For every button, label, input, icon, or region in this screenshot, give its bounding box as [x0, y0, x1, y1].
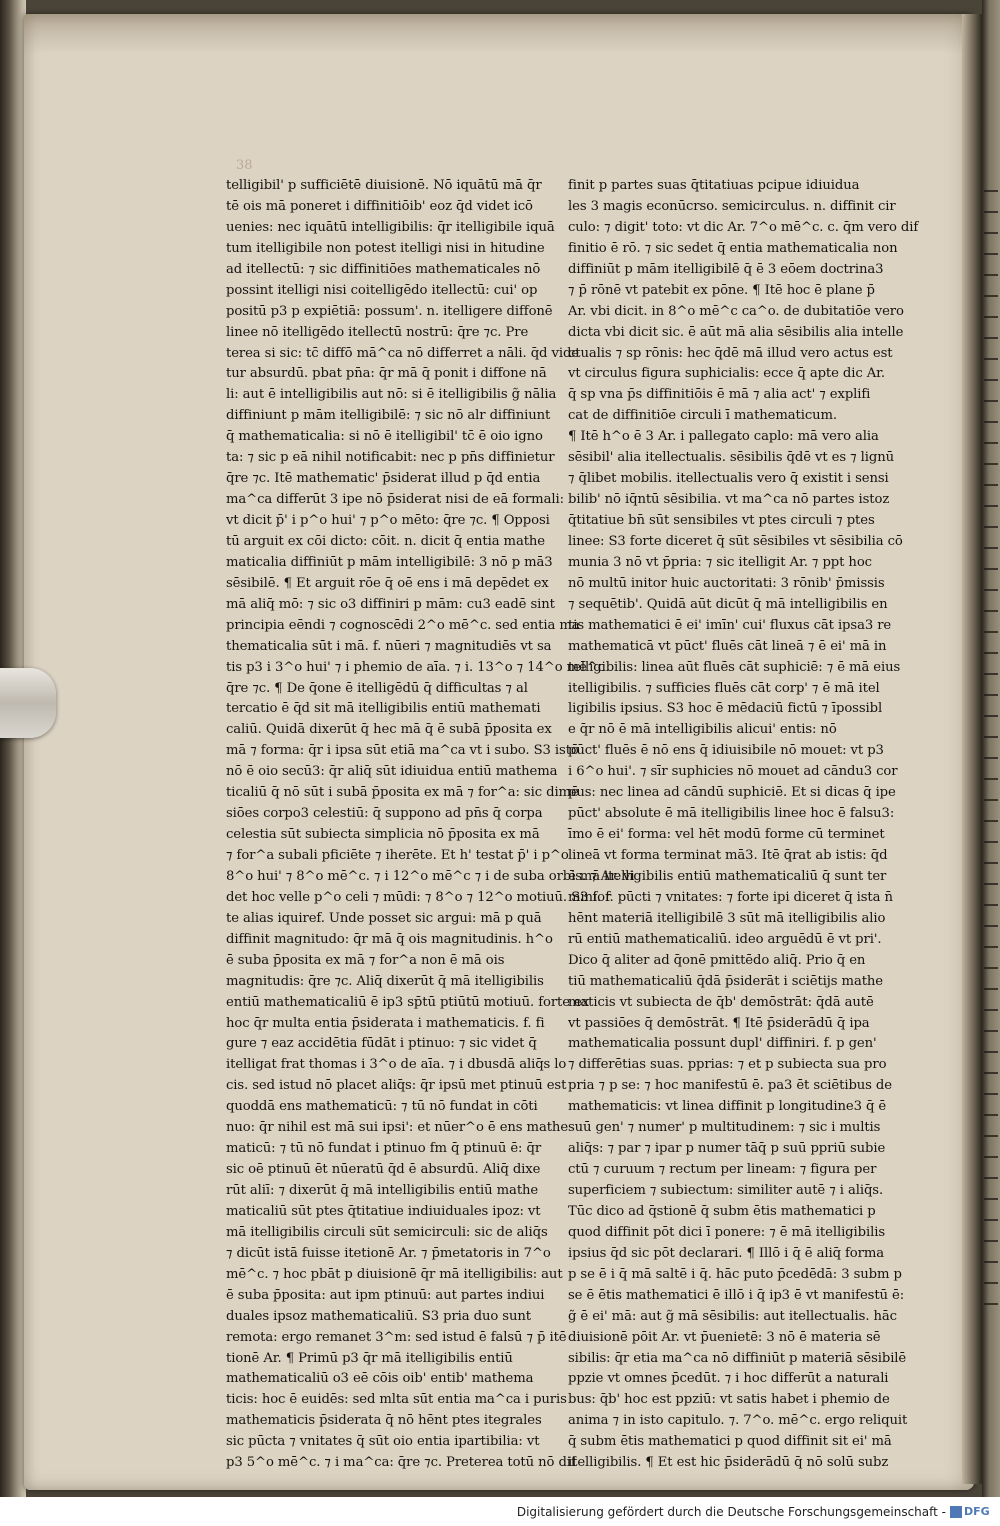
facing-page-text-fragment [984, 904, 998, 906]
facing-page-text-fragment [984, 1072, 998, 1074]
text-line: nō multū initor huic auctoritati: 3 rōnib' p̄missis [568, 575, 885, 591]
text-line: q̄ subm ētis mathematici p quod diffinit sit ei' mā [568, 1434, 892, 1450]
text-line: sēsibil' alia itellectualis. sēsibilis q̄dē vt es ⁊ lignū [568, 450, 895, 466]
facing-page-text-fragment [984, 841, 998, 843]
facing-page-text-fragment [984, 988, 998, 990]
facing-page-text-fragment [984, 715, 998, 717]
text-line: p se ē i q̄ mā saltē i q̄. hāc puto p̄cedēdā: 3 subm p [568, 1266, 902, 1282]
text-line: tū arguit ex cōi dicto: cōit. n. dicit q̄ entia mathe [226, 533, 546, 549]
facing-page-text-fragment [984, 379, 998, 381]
text-line: ticis: hoc ē euidēs: sed mlta sūt entia ma^ca i puris [226, 1392, 567, 1408]
facing-page-text-fragment [984, 757, 998, 759]
facing-page-text-fragment [984, 1051, 998, 1053]
text-line: telligibil' p sufficiētē diuisionē. Nō iquātū mā q̄r [226, 178, 542, 193]
text-line: celestia sūt subiecta simplicia nō p̄posita ex mā [226, 827, 540, 843]
text-line: anima ⁊ in isto capitulo. ⁊. 7^o. mē^c. ergo reliquit [568, 1413, 908, 1429]
text-line: ctū ⁊ curuum ⁊ rectum per lineam: ⁊ figura per [568, 1162, 877, 1178]
footer-bar [0, 1497, 1000, 1526]
text-line: sibilis: q̄r etia ma^ca nō diffiniūt p materiā sēsibilē [568, 1350, 907, 1366]
text-line: ctualis ⁊ sp rōnis: hec q̄dē mā illud vero actus est [568, 345, 893, 361]
text-line: te alias iquiref. Unde posset sic argui: mā p quā [226, 910, 542, 926]
text-line: mini. f. pūcti ⁊ vnitates: ⁊ forte ipi diceret q̄ ista n̄ [568, 889, 893, 905]
text-line: tiū mathematicaliū q̄dā p̄siderāt i sciētijs mathe [568, 973, 884, 989]
text-line: les 3 magis econūcrso. semicirculus. n. diffinit cir [568, 198, 896, 214]
text-line: p3 5^o mē^c. ⁊ i ma^ca: q̄re ⁊c. Preterea totū nō dif [226, 1455, 576, 1471]
text-line: tum itelligibile non potest itelligi nisi in hitudine [226, 240, 545, 256]
text-line: maticū: ⁊ tū nō fundat i ptinuo fm q̄ ptinuū ē: q̄r [226, 1141, 542, 1157]
text-line: magnitudis: q̄re ⁊c. Aliq̄ dixerūt q̄ mā itelligibilis [226, 973, 544, 989]
text-line: cat de diffinitiōe circuli ī mathematicum. [568, 408, 838, 424]
text-line: sēsibilē. ¶ Et arguit rōe q̄ oē ens i mā depēdet ex [226, 575, 549, 591]
text-line: finitio ē rō. ⁊ sic sedet q̄ entia mathematicalia non [568, 240, 898, 256]
text-line: ppzie vt omnes p̄cedūt. ⁊ i hoc differūt a naturali [568, 1371, 889, 1387]
book-gutter [962, 14, 982, 1484]
text-line: ad itellectū: ⁊ sic diffinitiōes mathematicales nō [226, 261, 541, 277]
text-line: ¶ Itē h^o ē 3 Ar. i pallegato caplo: mā vero alia [568, 429, 879, 445]
text-line: hoc q̄r multa entia p̄siderata i mathematicis. f. fi [226, 1015, 545, 1031]
text-line: pūct' absolute ē mā itelligibilis linee hoc ē falsu3: [568, 806, 895, 822]
text-line: gure ⁊ eaz accidētia fūdāt i ptinuo: ⁊ sic videt q̄ [226, 1036, 537, 1052]
text-line: det hoc velle p^o celi ⁊ mūdi: ⁊ 8^o ⁊ 12^o motiuū. S3 for [226, 889, 612, 905]
text-line: mathematicaliū o3 eē cōis oib' entib' mathema [226, 1371, 534, 1387]
text-line: sic oē ptinuū ēt nūeratū q̄d ē absurdū. Aliq̄ dixe [226, 1162, 541, 1178]
text-line: q̄ mathematicalia: si nō ē itelligibil' tc̄ ē oio igno [226, 429, 543, 445]
page-stack-edge [0, 0, 26, 1497]
facing-page-text-fragment [984, 232, 998, 234]
dfg-logo-icon [950, 1506, 962, 1518]
text-line: vt passiōes q̄ demōstrāt. ¶ Itē p̄siderādū q̄ ipa [568, 1015, 870, 1031]
text-line: Dico q̄ aliter ad q̄onē pmittēdo aliq̄. Prio q̄ en [568, 952, 866, 968]
clip-holder [0, 668, 56, 738]
text-line: mathematicis p̄siderata q̄ nō hēnt ptes itegrales [226, 1413, 542, 1429]
facing-page-text-fragment [984, 799, 998, 801]
text-line: mathematicis: vt linea diffinit p longitudine3 q̄ ē [568, 1099, 887, 1115]
text-line: ē suba p̄posita: aut ipm ptinuū: aut partes indiui [226, 1287, 545, 1303]
text-line: suū gen' ⁊ numer' p multitudinem: ⁊ sic i multis [568, 1120, 881, 1136]
facing-page-edge [982, 0, 1000, 1497]
text-line: mā ⁊ forma: q̄r i ipsa sūt etiā ma^ca vt i subo. S3 istō [226, 743, 579, 759]
text-line: mē^c. ⁊ hoc pbāt p diuisionē q̄r mā itelligibilis: aut [226, 1266, 563, 1282]
dfg-logo-text: DFG [964, 1505, 990, 1518]
page-top-shadow [24, 14, 974, 54]
facing-page-text-fragment [984, 1093, 998, 1095]
text-line: remota: ergo remanet 3^m: sed istud ē falsū ⁊ p̄ itē [226, 1329, 567, 1345]
text-line: quoddā ens mathematicū: ⁊ tū nō fundat in cōti [226, 1099, 538, 1115]
text-line: maticis vt subiecta de q̄b' demōstrāt: q̄dā autē [568, 994, 874, 1010]
facing-page-text-fragment [984, 736, 998, 738]
text-line: tis mathematici ē ei' imīn' cui' fluxus cāt ipsa3 re [568, 617, 892, 633]
text-column-left [226, 176, 635, 1474]
text-line: nuo: q̄r nihil est mā sui ipsi': et nūer^o ē ens mathe [226, 1120, 569, 1136]
text-line: telligibilis: linea aūt fluēs cāt suphiciē: ⁊ ē mā eius [568, 659, 901, 675]
text-line: tionē Ar. ¶ Primū p3 q̄r mā itelligibilis entiū [226, 1350, 513, 1366]
facing-page-text-fragment [984, 1114, 998, 1116]
text-line: culo: ⁊ digit' toto: vt dic Ar. 7^o mē^c. c. q̄m vero dif [568, 219, 919, 235]
facing-page-text-fragment [984, 484, 998, 486]
facing-page-text-fragment [984, 295, 998, 297]
facing-page-text-fragment [984, 631, 998, 633]
facing-page-text-fragment [984, 1303, 998, 1305]
facing-page-text-fragment [984, 1261, 998, 1263]
facing-page-text-fragment [984, 190, 998, 192]
facing-page-text-fragment [984, 1282, 998, 1284]
facing-page-text-fragment [984, 652, 998, 654]
facing-page-text-fragment [984, 358, 998, 360]
facing-page-text-fragment [984, 694, 998, 696]
facing-page-text-fragment [984, 946, 998, 948]
facing-page-text-fragment [984, 1177, 998, 1179]
facing-page-text-fragment [984, 274, 998, 276]
facing-page-text-fragment [984, 337, 998, 339]
text-line: tis p3 i 3^o hui' ⁊ i phemio de aīa. ⁊ i. 13^o ⁊ 14^o mē^c [226, 659, 605, 675]
facing-page-text-fragment [984, 421, 998, 423]
text-line: ligibilis ipsius. S3 hoc ē mēdaciū fictū ⁊ īpossibl [568, 701, 883, 717]
text-line: Ar. vbi dicit. in 8^o mē^c ca^o. de dubitatiōe vero [568, 303, 904, 319]
text-line: finit p partes suas q̄titatiuas pcipue idiuidua [568, 178, 860, 193]
text-line: uenies: nec iquātū intelligibilis: q̄r itelligibile iquā [226, 219, 555, 235]
text-line: nō ē oio secū3: q̄r aliq̄ sūt idiuidua entiū mathema [226, 764, 558, 780]
facing-page-text-fragment [984, 1030, 998, 1032]
facing-page-text-fragment [984, 400, 998, 402]
facing-page-text-fragment [984, 463, 998, 465]
text-line: rū entiū mathematicaliū. ideo arguēdū ē vt pri'. [568, 931, 882, 947]
facing-page-text-fragment [984, 253, 998, 255]
text-line: siōes corpo3 celestiū: q̄ suppono ad pn̄s q̄ corpa [226, 806, 543, 822]
facing-page-text-fragment [984, 589, 998, 591]
text-line: ⁊ p̄ rōnē vt patebit ex pōne. ¶ Itē hoc ē plane p̄ [568, 282, 875, 298]
funding-credit: Digitalisierung gefördert durch die Deutsche Forschungsgemeinschaft - [516, 1505, 946, 1519]
text-line: pus: nec linea ad cāndū suphiciē. Et si dicas q̄ ipe [568, 785, 896, 801]
facing-page-text-fragment [984, 862, 998, 864]
text-line: 8^o hui' ⁊ 8^o mē^c. ⁊ i 12^o mē^c ⁊ i de suba orbis. ⁊ Ar. vi [226, 868, 635, 884]
facing-page-text-fragment [984, 526, 998, 528]
text-line: bus: q̄b' hoc est ppziū: vt satis habet i phemio de [568, 1392, 890, 1408]
text-line: vt circulus figura suphicialis: ecce q̄ apte dic Ar. [568, 366, 886, 382]
text-line: i 6^o hui'. ⁊ sīr suphicies nō mouet ad cāndu3 cor [568, 764, 898, 780]
text-line: ticaliū q̄ nō sūt i subā p̄posita ex mā ⁊ for^a: sic dimē [226, 785, 579, 801]
text-column-right [568, 176, 919, 1474]
text-line: superficiem ⁊ subiectum: similiter autē ⁊ i aliq̄s. [568, 1183, 884, 1198]
text-line: vt dicit p̄' i p^o hui' ⁊ p^o mēto: q̄re ⁊c. ¶ Opposi [226, 513, 550, 528]
text-line: rūt aliī: ⁊ dixerūt q̄ mā intelligibilis entiū mathe [226, 1183, 539, 1198]
text-line: ipsius q̄d sic pōt declarari. ¶ Illō i q̄ ē aliq̄ forma [568, 1245, 885, 1261]
text-line: linee nō itelligēdo itellectū nostrū: q̄re ⁊c. Pre [226, 324, 529, 340]
text-line: maticalia diffiniūt p mām intelligibilē: 3 nō p mā3 [226, 554, 553, 570]
text-line: ⁊ sequētib'. Quidā aūt dicūt q̄ mā intelligibilis en [568, 596, 888, 612]
facing-page-text-fragment [984, 442, 998, 444]
text-line: ⁊ q̄libet mobilis. itellectualis vero q̄ existit i sensi [568, 471, 889, 487]
text-line: tē ois mā poneret i diffinitiōib' eoz q̄d videt icō [226, 198, 533, 214]
text-line: pria ⁊ p se: ⁊ hoc manifestū ē. pa3 ēt sciētibus de [568, 1078, 892, 1094]
text-line: g̃ ē ei' mā: aut g̃ mā sēsibilis: aut itellectualis. hāc [568, 1308, 897, 1324]
text-line: ē mā itelligibilis entiū mathematicaliū q̄ sunt ter [568, 868, 887, 884]
facing-page-text-fragment [984, 547, 998, 549]
facing-page-text-fragment [984, 820, 998, 822]
text-line: tur absurdū. pbat pn̄a: q̄r mā q̄ ponit i diffone nā [226, 366, 547, 382]
text-line: ma^ca differūt 3 ipe nō p̄siderat nisi de eā formali: [226, 492, 564, 508]
facing-page-text-fragment [984, 610, 998, 612]
text-line: itelligibilis. ¶ Et est hic p̄siderādū q̄ nō solū subz [568, 1455, 889, 1471]
text-line: se ē ētis mathematici ē illō i q̄ ip3 ē vt manifestū ē: [568, 1287, 905, 1303]
text-line: duales ipsoz mathematicaliū. S3 pria duo sunt [226, 1308, 531, 1324]
text-line: ⁊ for^a subali pficiēte ⁊ iherēte. Et h' testat p̄' i p^o [226, 848, 569, 863]
text-line: caliū. Quidā dixerūt q̄ hec mā q̄ ē subā p̄posita ex [226, 722, 552, 738]
facing-page-text-fragment [984, 1135, 998, 1137]
text-line: munia 3 nō vt p̄pria: ⁊ sic itelligit Ar. ⁊ ppt hoc [568, 554, 872, 570]
text-line: linee: S3 forte diceret q̄ sūt sēsibiles vt sēsibilia cō [568, 533, 903, 549]
text-line: q̄re ⁊c. ¶ De q̄one ē itelligēdū q̄ difficultas ⁊ al [226, 680, 528, 696]
text-line: dicta vbi dicit sic. ē aūt mā alia sēsibilis alia intelle [568, 324, 904, 340]
text-line: ⁊ differētias suas. pprias: ⁊ et p subiecta sua pro [568, 1057, 887, 1073]
facing-page-text-fragment [984, 1009, 998, 1011]
text-line: cis. sed istud nō placet aliq̄s: q̄r ipsū met ptinuū est [226, 1078, 567, 1094]
text-line: hēnt materiā itelligibilē 3 sūt mā itelligibilis alio [568, 910, 886, 926]
text-line: ta: ⁊ sic p eā nihil notificabit: nec p pn̄s diffinietur [226, 450, 555, 466]
text-line: ⁊ dicūt istā fuisse itetionē Ar. ⁊ p̄metatoris in 7^o [226, 1245, 551, 1261]
text-line: q̄re ⁊c. Itē mathematic' p̄siderat illud p q̄d entia [226, 471, 541, 487]
facing-page-text-fragment [984, 967, 998, 969]
text-line: īmo ē ei' forma: vel hēt modū forme cū terminet [568, 827, 885, 843]
text-line: q̄ sp vna p̄s diffinitiōis ē mā ⁊ alia act' ⁊ explifi [568, 387, 871, 403]
facing-page-text-fragment [984, 925, 998, 927]
text-line: q̄titatiue bn̄ sūt sensibiles vt ptes circuli ⁊ ptes [568, 513, 875, 528]
facing-page-text-fragment [984, 883, 998, 885]
facing-page-text-fragment [984, 1240, 998, 1242]
text-line: possint itelligi nisi coitelligēdo itellectū: cui' op [226, 282, 538, 298]
facing-page-text-fragment [984, 568, 998, 570]
page-mark: 38 [236, 158, 253, 173]
text-line: pūct' fluēs ē nō ens q̄ idiuisibile nō mouet: vt p3 [568, 743, 884, 759]
text-line: terea si sic: tc̄ diffō mā^ca nō differret a nāli. q̄d vide [226, 345, 580, 361]
text-line: lineā vt forma terminat mā3. Itē q̄rat ab istis: q̄d [568, 848, 888, 863]
facing-page-text-fragment [984, 505, 998, 507]
text-line: mā itelligibilis circuli sūt semicirculi: sic de aliq̄s [226, 1224, 548, 1240]
facing-page-text-fragment [984, 1219, 998, 1221]
text-line: bilib' nō iq̄ntū sēsibilia. vt ma^ca nō partes istoz [568, 492, 890, 508]
text-line: e q̄r nō ē mā intelligibilis alicui' entis: nō [568, 722, 837, 738]
text-line: mā aliq̄ mō: ⁊ sic o3 diffiniri p mām: cu3 eadē sint [226, 596, 555, 612]
text-line: mathematicalia possunt dupl' diffiniri. f. p gen' [568, 1036, 877, 1052]
facing-page-text-fragment [984, 778, 998, 780]
text-line: diffiniunt p mām itelligibilē: ⁊ sic nō alr diffiniunt [226, 408, 551, 424]
text-line: maticaliū sūt ptes q̄titatiue indiuiduales ipoz: vt [226, 1203, 541, 1219]
text-line: quod diffinit pōt dici ī ponere: ⁊ ē mā itelligibilis [568, 1224, 886, 1240]
text-line: mathematicā vt pūct' fluēs cāt lineā ⁊ ē ei' mā in [568, 638, 887, 654]
facing-page-text-fragment [984, 1198, 998, 1200]
text-line: ē suba p̄posita ex mā ⁊ for^a non ē mā ois [226, 952, 505, 968]
text-line: entiū mathematicaliū ē ip3 sp̄tū ptiūtū motiuū. forte ex [226, 994, 590, 1010]
text-line: li: aut ē intelligibilis aut nō: si ē itelligibilis g̃ nālia [226, 387, 557, 403]
text-line: thematicalia sūt i mā. f. nūeri ⁊ magnitudiēs vt sa [226, 638, 552, 654]
text-line: positū p3 p expiētiā: possum'. n. itelligere diffonē [226, 303, 553, 319]
dfg-logo [950, 1504, 992, 1519]
text-line: diffiniūt p mām itelligibilē q̄ ē 3 eōem doctrina3 [568, 261, 884, 277]
text-line: sic pūcta ⁊ vnitates q̄ sūt oio entia ipartibilia: vt [226, 1434, 540, 1450]
text-line: tercatio ē q̄d sit mā itelligibilis entiū mathemati [226, 701, 541, 717]
text-line: principia eēndi ⁊ cognoscēdi 2^o mē^c. sed entia ma [226, 617, 580, 633]
facing-page-text-fragment [984, 673, 998, 675]
facing-page-text-fragment [984, 316, 998, 318]
text-line: aliq̄s: ⁊ par ⁊ ipar p numer tāq̄ p suū ppriū subie [568, 1141, 886, 1157]
text-line: Tūc dico ad q̄stionē q̄ subm ētis mathematici p [568, 1203, 876, 1219]
facing-page-text-fragment [984, 211, 998, 213]
text-line: diffinit magnitudo: q̄r mā q̄ ois magnitudinis. h^o [226, 931, 553, 947]
facing-page-text-fragment [984, 1156, 998, 1158]
text-line: itelligibilis. ⁊ sufficies fluēs cāt corp' ⁊ ē mā itel [568, 680, 880, 696]
text-line: diuisionē pōit Ar. vt p̄uenietē: 3 nō ē materia sē [568, 1329, 881, 1345]
text-line: itelligat frat thomas i 3^o de aīa. ⁊ i dbusdā aliq̄s lo [226, 1057, 567, 1073]
